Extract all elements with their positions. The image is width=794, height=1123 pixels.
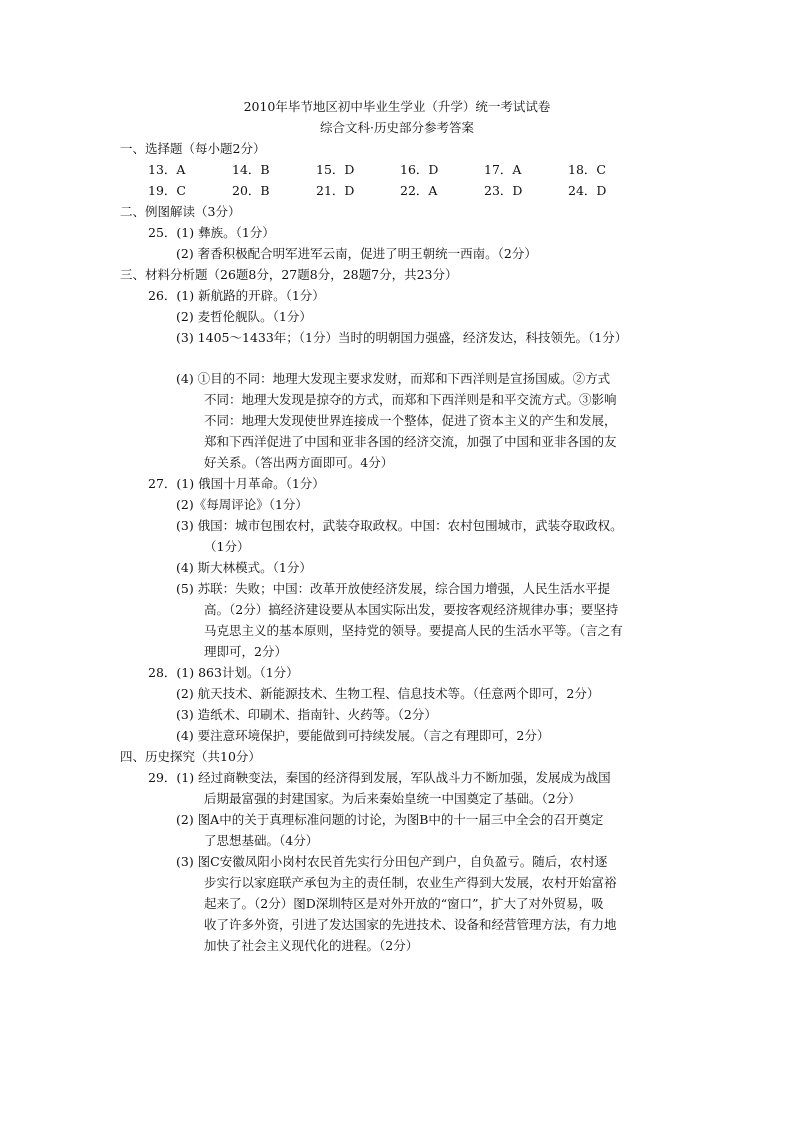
- answer-line: 理即可，2分）: [204, 644, 287, 659]
- choice-answer: 24．D: [568, 183, 607, 198]
- section-heading-history-inquiry: 四、历史探究（共10分）: [120, 749, 261, 764]
- section-heading-material-analysis: 三、材料分析题（26题8分，27题8分，28题7分，共23分）: [120, 267, 458, 282]
- answer-line: 26．(1) 新航路的开辟。（1分）: [148, 288, 325, 303]
- choice-answer: 19．C: [148, 183, 186, 198]
- answer-line: 28．(1) 863计划。（1分）: [148, 665, 299, 680]
- choice-answer: 15．D: [316, 162, 355, 177]
- answer-line: (3) 造纸术、印刷术、指南针、火药等。（2分）: [176, 707, 437, 722]
- answer-line: 29．(1) 经过商鞅变法，秦国的经济得到发展，军队战斗力不断加强，发展成为战国: [148, 770, 611, 785]
- choice-answer: 17．A: [484, 162, 522, 177]
- choice-answer: 20．B: [232, 183, 270, 198]
- answer-line: 马克思主义的基本原则，坚持党的领导。要提高人民的生活水平等。（言之有: [204, 623, 623, 638]
- answer-line: (3) 图C安徽凤阳小岗村农民首先实行分田包产到户，自负盈亏。随后，农村逐: [176, 854, 608, 869]
- answer-line: (4) 要注意环境保护，要能做到可持续发展。（言之有理即可，2分）: [176, 728, 550, 743]
- answer-line: 好关系。（答出两方面即可。4分）: [204, 455, 394, 470]
- answer-line: (2) 航天技术、新能源技术、生物工程、信息技术等。（任意两个即可，2分）: [176, 686, 600, 701]
- section-heading-image-reading: 二、例图解读（3分）: [120, 204, 241, 219]
- answer-line: 收了许多外资，引进了发达国家的先进技术、设备和经营管理方法，有力地: [204, 917, 617, 932]
- answer-line: (4) ①目的不同：地理大发现主要求发财，而郑和下西洋则是宣扬国威。②方式: [176, 371, 611, 386]
- choice-answer: 13．A: [148, 162, 186, 177]
- answer-line: 起来了。（2分）图D深圳特区是对外开放的“窗口”，扩大了对外贸易，吸: [204, 896, 604, 911]
- section-heading-multiple-choice: 一、选择题（每小题2分）: [120, 141, 266, 156]
- answer-line: (5) 苏联：失败；中国：改革开放使经济发展，综合国力增强，人民生活水平提: [176, 581, 611, 596]
- answer-line: 25．(1) 彝族。（1分）: [148, 225, 275, 240]
- choice-answer: 16．D: [400, 162, 439, 177]
- answer-line: 加快了社会主义现代化的进程。（2分）: [204, 938, 419, 953]
- choice-answer: 22．A: [400, 183, 438, 198]
- answer-line: 后期最富强的封建国家。为后来秦始皇统一中国奠定了基础。（2分）: [204, 791, 581, 806]
- answer-line: 了思想基础。（4分）: [204, 833, 319, 848]
- choice-answer: 14．B: [232, 162, 270, 177]
- answer-line: (2)《每周评论》（1分）: [176, 497, 308, 512]
- document-title: 2010年毕节地区初中毕业生学业（升学）统一考试试卷: [243, 99, 551, 114]
- answer-line: 高。（2分）搞经济建设要从本国实际出发，要按客观经济规律办事；要坚持: [204, 602, 619, 617]
- answer-line: (3) 1405～1433年；（1分）当时的明朝国力强盛，经济发达，科技领先。（1分）: [176, 330, 628, 345]
- answer-line: 步实行以家庭联产承包为主的责任制，农业生产得到大发展，农村开始富裕: [204, 875, 617, 890]
- answer-line: 27．(1) 俄国十月革命。（1分）: [148, 476, 325, 491]
- choice-answer: 18．C: [568, 162, 606, 177]
- answer-line: (2) 图A中的关于真理标准问题的讨论，为图B中的十一届三中全会的召开奠定: [176, 812, 604, 827]
- answer-line: 不同：地理大发现使世界连接成一个整体，促进了资本主义的产生和发展，: [204, 413, 617, 428]
- answer-line: 不同：地理大发现是掠夺的方式，而郑和下西洋则是和平交流方式。③影响: [204, 392, 617, 407]
- choice-answer: 23．D: [484, 183, 523, 198]
- answer-line: (4) 斯大林模式。（1分）: [176, 560, 312, 575]
- answer-line: （1分）: [204, 539, 250, 554]
- choice-answer: 21．D: [316, 183, 355, 198]
- answer-line: (2) 麦哲伦舰队。（1分）: [176, 309, 312, 324]
- answer-line: 郑和下西洋促进了中国和亚非各国的经济交流，加强了中国和亚非各国的友: [204, 434, 617, 449]
- document-subtitle: 综合文科·历史部分参考答案: [320, 120, 474, 135]
- answer-line: (2) 奢香积极配合明军进军云南，促进了明王朝统一西南。（2分）: [176, 246, 537, 261]
- answer-line: (3) 俄国：城市包围农村，武装夺取政权。中国：农村包围城市，武装夺取政权。: [176, 518, 623, 533]
